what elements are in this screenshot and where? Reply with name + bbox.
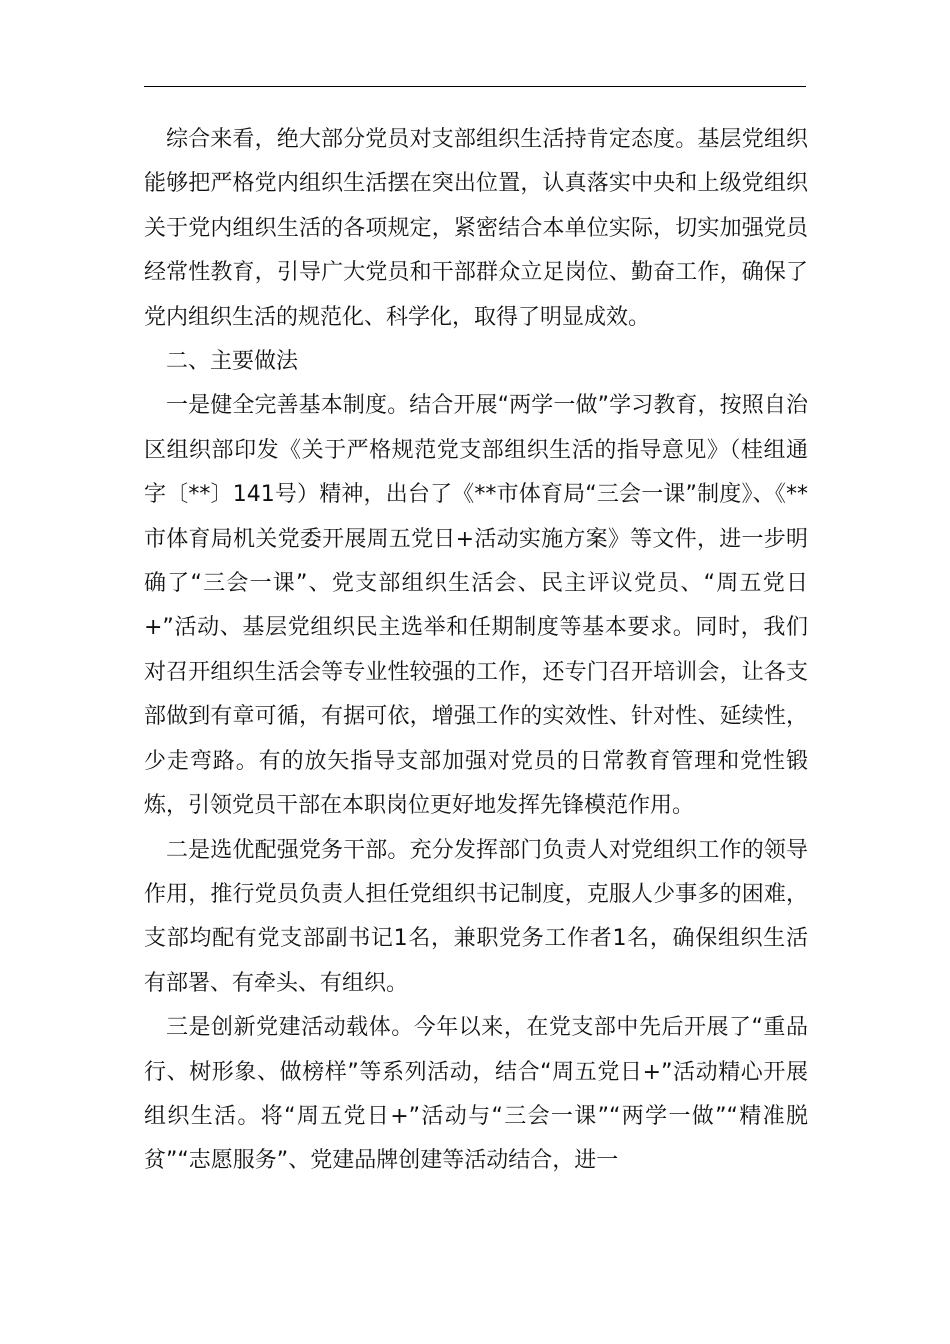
- section-heading-main-practices: 二、主要做法: [166, 349, 299, 375]
- paragraph-point-two: 二是选优配强党务干部。充分发挥部门负责人对党组织工作的领导作用，推行党员负责人担任党组织书记制度，克服人少事多的困难，支部均配有党支部副书记1名，兼职党务工作者1名，确保组织生活有部署、有牵头、有组织。: [144, 837, 808, 996]
- paragraph-summary: 综合来看，绝大部分党员对支部组织生活持肯定态度。基层党组织能够把严格党内组织生活摆在突出位置，认真落实中央和上级党组织关于党内组织生活的各项规定，紧密结合本单位实际，切实加强党员经常性教育，引导广大党员和干部群众立足岗位、勤奋工作，确保了党内组织生活的规范化、科学化，取得了明显成效。: [144, 127, 808, 330]
- paragraph-point-three: 三是创新党建活动载体。今年以来，在党支部中先后开展了“重品行、树形象、做榜样”等系列活动，结合“周五党日+”活动精心开展组织生活。将“周五党日+”活动与“三会一课”“两学一做”“精准脱贫”“志愿服务”、党建品牌创建等活动结合，进一: [144, 1015, 808, 1174]
- header-divider: [144, 86, 806, 87]
- document-body: [144, 118, 808, 1184]
- paragraph-point-one: 一是健全完善基本制度。结合开展“两学一做”学习教育，按照自治区组织部印发《关于严格规范党支部组织生活的指导意见》（桂组通字〔**〕141号）精神，出台了《**市体育局“三会一课”制度》、《**市体育局机关党委开展周五党日+活动实施方案》等文件，进一步明确了“三会一课”、党支部组织生活会、民主评议党员、“周五党日+”活动、基层党组织民主选举和任期制度等基本要求。同时，我们对召开组织生活会等专业性较强的工作，还专门召开培训会，让各支部做到有章可循，有据可依，增强工作的实效性、针对性、延续性，少走弯路。有的放矢指导支部加强对党员的日常教育管理和党性锻炼，引领党员干部在本职岗位更好地发挥先锋模范作用。: [144, 393, 808, 819]
